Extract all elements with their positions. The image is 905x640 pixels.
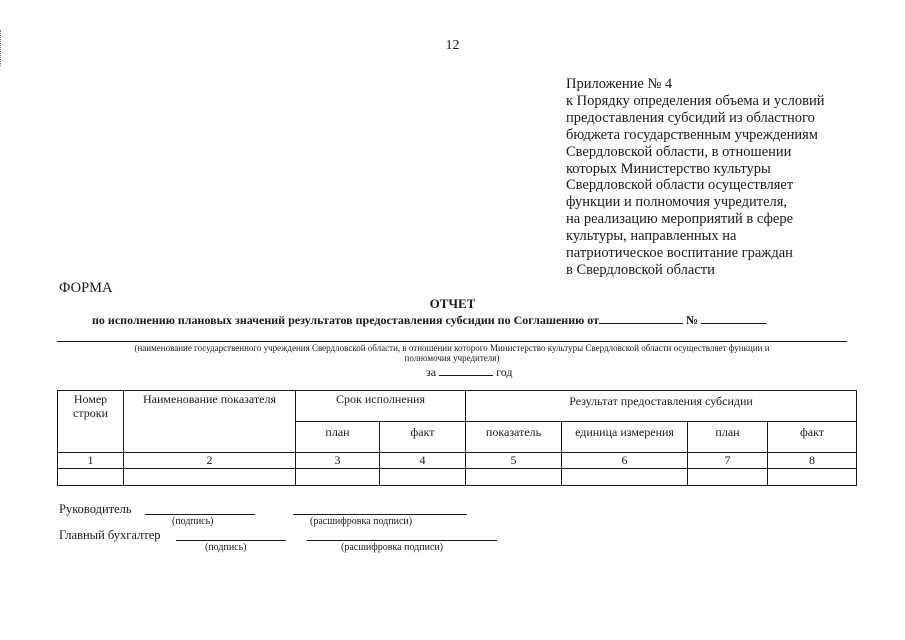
period-suffix: год (496, 365, 513, 379)
accountant-signature-caption: (подпись) (205, 542, 247, 553)
report-subtitle-text: по исполнению плановых значений результатов предоставления субсидии по Соглашению от (92, 313, 600, 327)
head-decoding-field[interactable] (293, 514, 467, 515)
accountant-decoding-caption: (расшифровка подписи) (341, 542, 444, 553)
column-number-cell: 8 (768, 453, 857, 469)
accountant-label: Главный бухгалтер (59, 528, 161, 542)
column-number-cell: 7 (688, 453, 768, 469)
column-number-cell: 5 (466, 453, 562, 469)
period-line (426, 364, 512, 380)
column-number-cell: 1 (58, 453, 124, 469)
appendix-line: к Порядку определения объема и условий (566, 92, 825, 109)
empty-cell[interactable] (562, 469, 688, 486)
agreement-date-field[interactable] (599, 312, 683, 324)
appendix-line: функции и полномочия учредителя, (566, 194, 788, 211)
appendix-line: бюджета государственным учреждениям (566, 126, 818, 143)
header-row-number: Номер строки (58, 391, 124, 453)
head-signature-field[interactable] (145, 514, 255, 515)
accountant-signature-field[interactable] (176, 540, 286, 541)
column-number-cell: 2 (124, 453, 296, 469)
appendix-line: Приложение № 4 (566, 76, 673, 92)
appendix-line: культуры, направленных на (566, 228, 737, 245)
appendix-line: предоставления субсидий из областного (566, 109, 815, 126)
header-result-unit: единица измерения (562, 422, 688, 453)
head-label: Руководитель (59, 502, 132, 516)
forma-label: ФОРМА (59, 280, 113, 296)
header-result-indicator: показатель (466, 422, 562, 453)
appendix-line: на реализацию мероприятий в сфере (566, 211, 794, 228)
organization-caption-line: полномочия учредителя) (404, 353, 500, 363)
organization-name-field[interactable] (57, 341, 847, 342)
appendix-line: в Свердловской области (566, 261, 715, 278)
header-term: Срок исполнения (296, 391, 466, 422)
header-term-plan: план (296, 422, 380, 453)
report-title: ОТЧЕТ (429, 296, 476, 311)
header-indicator-name: Наименование показателя (124, 391, 296, 453)
header-result: Результат предоставления субсидии (466, 391, 857, 422)
appendix-line: которых Министерство культуры (566, 160, 771, 177)
header-result-fact: факт (768, 422, 857, 453)
appendix-line: патриотическое воспитание граждан (566, 245, 793, 262)
period-prefix: за (426, 365, 437, 379)
accountant-decoding-field[interactable] (307, 540, 497, 541)
column-number-cell: 6 (562, 453, 688, 469)
empty-cell[interactable] (688, 469, 768, 486)
empty-cell[interactable] (466, 469, 562, 486)
report-table (57, 390, 857, 486)
number-sign: № (686, 313, 699, 327)
appendix-line: Свердловской области осуществляет (566, 177, 794, 194)
empty-cell[interactable] (296, 469, 380, 486)
empty-cell[interactable] (58, 469, 124, 486)
empty-cell[interactable] (124, 469, 296, 486)
column-number-cell: 3 (296, 453, 380, 469)
appendix-line: Свердловской области, в отношении (566, 143, 792, 160)
organization-caption (57, 343, 847, 363)
appendix-block (566, 76, 896, 279)
empty-cell[interactable] (380, 469, 466, 486)
organization-caption-line: (наименование государственного учреждения Свердловской области, в отношении которого Министерство культуры Свердловской области осуществляет функции и (134, 343, 770, 353)
column-number-cell: 4 (380, 453, 466, 469)
period-year-field[interactable] (439, 364, 493, 376)
header-term-fact: факт (380, 422, 466, 453)
head-decoding-caption: (расшифровка подписи) (310, 516, 413, 527)
header-result-plan: план (688, 422, 768, 453)
agreement-number-field[interactable] (701, 312, 767, 324)
head-signature-caption: (подпись) (172, 516, 214, 527)
empty-cell[interactable] (768, 469, 857, 486)
page-number: 12 (445, 38, 460, 53)
report-subtitle (92, 312, 767, 328)
table-row (58, 469, 857, 486)
